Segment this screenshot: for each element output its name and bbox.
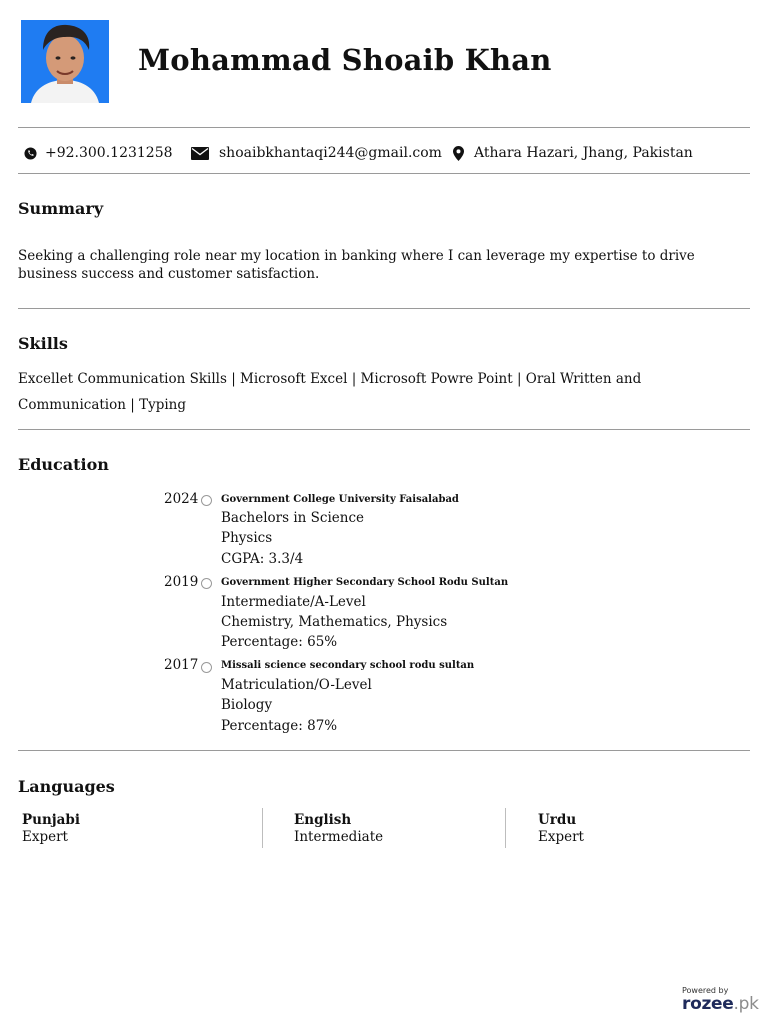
language-level: Expert — [538, 829, 584, 845]
education-year: 2017 — [164, 657, 199, 673]
powered-by-text: Powered by — [682, 986, 729, 995]
education-year: 2019 — [164, 574, 199, 590]
language-level: Intermediate — [294, 829, 384, 845]
phone-number[interactable]: +92.300.1231258 — [45, 145, 173, 161]
language-item — [22, 812, 80, 846]
education-score: CGPA: 3.3/4 — [221, 551, 304, 567]
map-pin-icon — [453, 146, 464, 161]
rozee-logo[interactable] — [682, 994, 759, 1014]
phone-icon — [24, 147, 37, 160]
profile-photo — [21, 20, 109, 103]
column-divider — [262, 808, 263, 848]
education-field: Biology — [221, 697, 273, 713]
timeline-dot-icon — [201, 578, 212, 589]
language-name: Punjabi — [22, 812, 80, 828]
envelope-icon — [191, 147, 209, 160]
contact-email — [191, 143, 442, 163]
candidate-name: Mohammad Shoaib Khan — [138, 43, 552, 77]
language-item — [294, 812, 383, 846]
location-text: Athara Hazari, Jhang, Pakistan — [474, 145, 693, 161]
divider — [18, 308, 750, 309]
section-heading-languages: Languages — [18, 777, 115, 796]
brand-name: rozee — [682, 994, 734, 1014]
education-score: Percentage: 65% — [221, 634, 338, 650]
section-heading-skills: Skills — [18, 334, 68, 353]
divider — [18, 173, 750, 174]
language-level: Expert — [22, 829, 68, 845]
divider — [18, 127, 750, 128]
language-name: Urdu — [538, 812, 577, 828]
brand-suffix: .pk — [733, 994, 759, 1014]
education-school: Government College University Faisalabad — [221, 494, 459, 505]
section-heading-summary: Summary — [18, 199, 104, 218]
education-field: Chemistry, Mathematics, Physics — [221, 614, 448, 630]
language-item — [538, 812, 584, 846]
summary-text: Seeking a challenging role near my location in banking where I can leverage my expertise to drive business success and customer satisfaction. — [18, 248, 695, 282]
contact-phone — [24, 143, 173, 163]
timeline-dot-icon — [201, 495, 212, 506]
education-school: Government Higher Secondary School Rodu Sultan — [221, 577, 509, 588]
education-field: Physics — [221, 530, 273, 546]
email-address[interactable]: shoaibkhantaqi244@gmail.com — [219, 145, 442, 161]
language-name: English — [294, 812, 352, 828]
column-divider — [505, 808, 506, 848]
education-school: Missali science secondary school rodu sultan — [221, 660, 475, 671]
section-heading-education: Education — [18, 455, 109, 474]
skills-text: Excellet Communication Skills | Microsoft Excel | Microsoft Powre Point | Oral Written and Communication | Typing — [18, 371, 642, 413]
divider — [18, 750, 750, 751]
education-degree: Matriculation/O-Level — [221, 677, 372, 693]
timeline-dot-icon — [201, 662, 212, 673]
contact-location — [453, 143, 693, 163]
divider — [18, 429, 750, 430]
education-degree: Bachelors in Science — [221, 510, 364, 526]
education-year: 2024 — [164, 491, 199, 507]
education-degree: Intermediate/A-Level — [221, 594, 366, 610]
education-score: Percentage: 87% — [221, 718, 338, 734]
